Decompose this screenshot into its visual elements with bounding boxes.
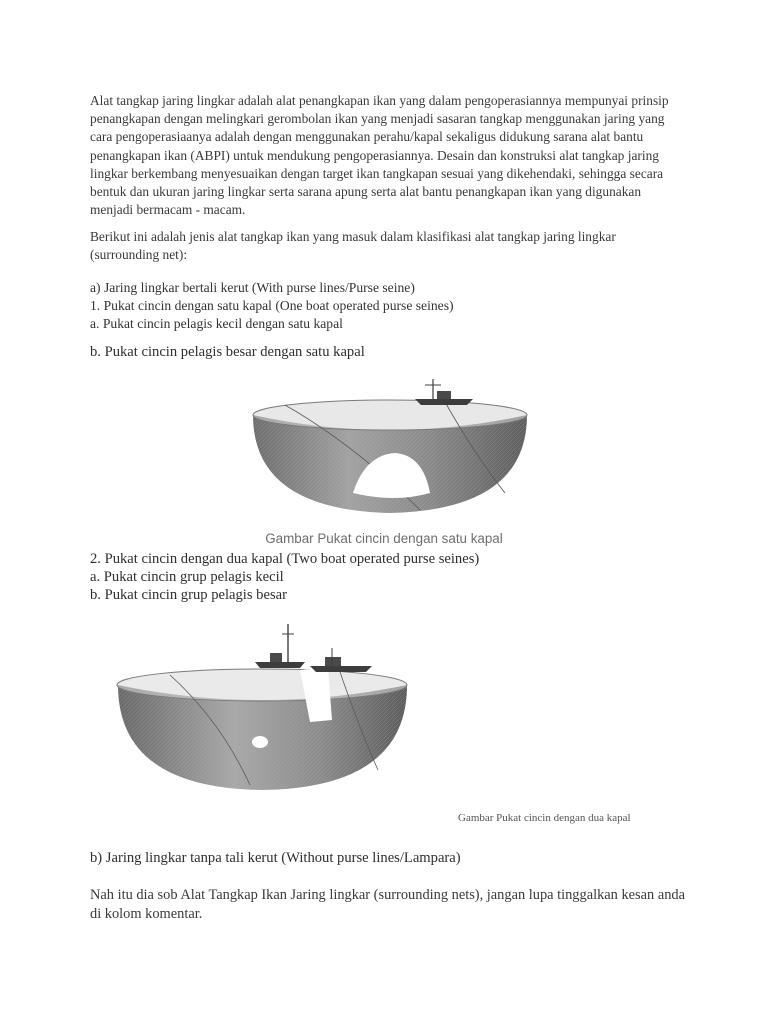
- list-item-two-boat-large: b. Pukat cincin grup pelagis besar: [90, 587, 287, 603]
- list-item-purse-seine: a) Jaring lingkar bertali kerut (With purse lines/Purse seine): [90, 280, 415, 295]
- list-item-one-boat: 1. Pukat cincin dengan satu kapal (One boat operated purse seines): [90, 298, 454, 313]
- list-item-two-boat-small: a. Pukat cincin grup pelagis kecil: [90, 569, 284, 585]
- list-item-one-boat-large: b. Pukat cincin pelagis besar dengan satu kapal: [90, 344, 365, 360]
- intro-paragraph: Alat tangkap jaring lingkar adalah alat penangkapan ikan yang dalam pengoperasiannya mempunyai prinsip penangkapan dengan melingkari gerombolan ikan yang menjadi sasaran tangkap menggunakan jaring yang cara pengoperasiaanya adalah dengan menggunakan perahu/kapal sekaligus didukung sarana alat bantu penangkapan ikan (ABPI) untuk mendukung pengoperasiannya. Desain dan konstruksi alat tangkap jaring lingkar berkembang menyesuaikan dengan target ikan tangkapan sesuai yang dikehendaki, sehingga secara bentuk dan ukuran jaring lingkar serta sarana apung serta alat bantu penangkapan ikan yang digunakan menjadi bermacam - macam.: [90, 93, 669, 218]
- list-item-lampara: b) Jaring lingkar tanpa tali kerut (Without purse lines/Lampara): [90, 850, 461, 866]
- purse-seine-two-boat-illustration: [110, 620, 415, 795]
- closing-paragraph: Nah itu dia sob Alat Tangkap Ikan Jaring lingkar (surrounding nets), jangan lupa tinggalkan kesan anda di kolom komentar.: [90, 887, 685, 922]
- figure-caption-one-boat: Gambar Pukat cincin dengan satu kapal: [265, 531, 503, 546]
- list-item-one-boat-small: a. Pukat cincin pelagis kecil dengan satu kapal: [90, 316, 343, 331]
- list-item-two-boat: 2. Pukat cincin dengan dua kapal (Two boat operated purse seines): [90, 551, 480, 567]
- list-intro-paragraph: Berikut ini adalah jenis alat tangkap ikan yang masuk dalam klasifikasi alat tangkap jaring lingkar (surrounding net):: [90, 229, 616, 263]
- purse-seine-one-boat-illustration: [245, 375, 535, 525]
- figure-caption-two-boat: Gambar Pukat cincin dengan dua kapal: [458, 812, 631, 824]
